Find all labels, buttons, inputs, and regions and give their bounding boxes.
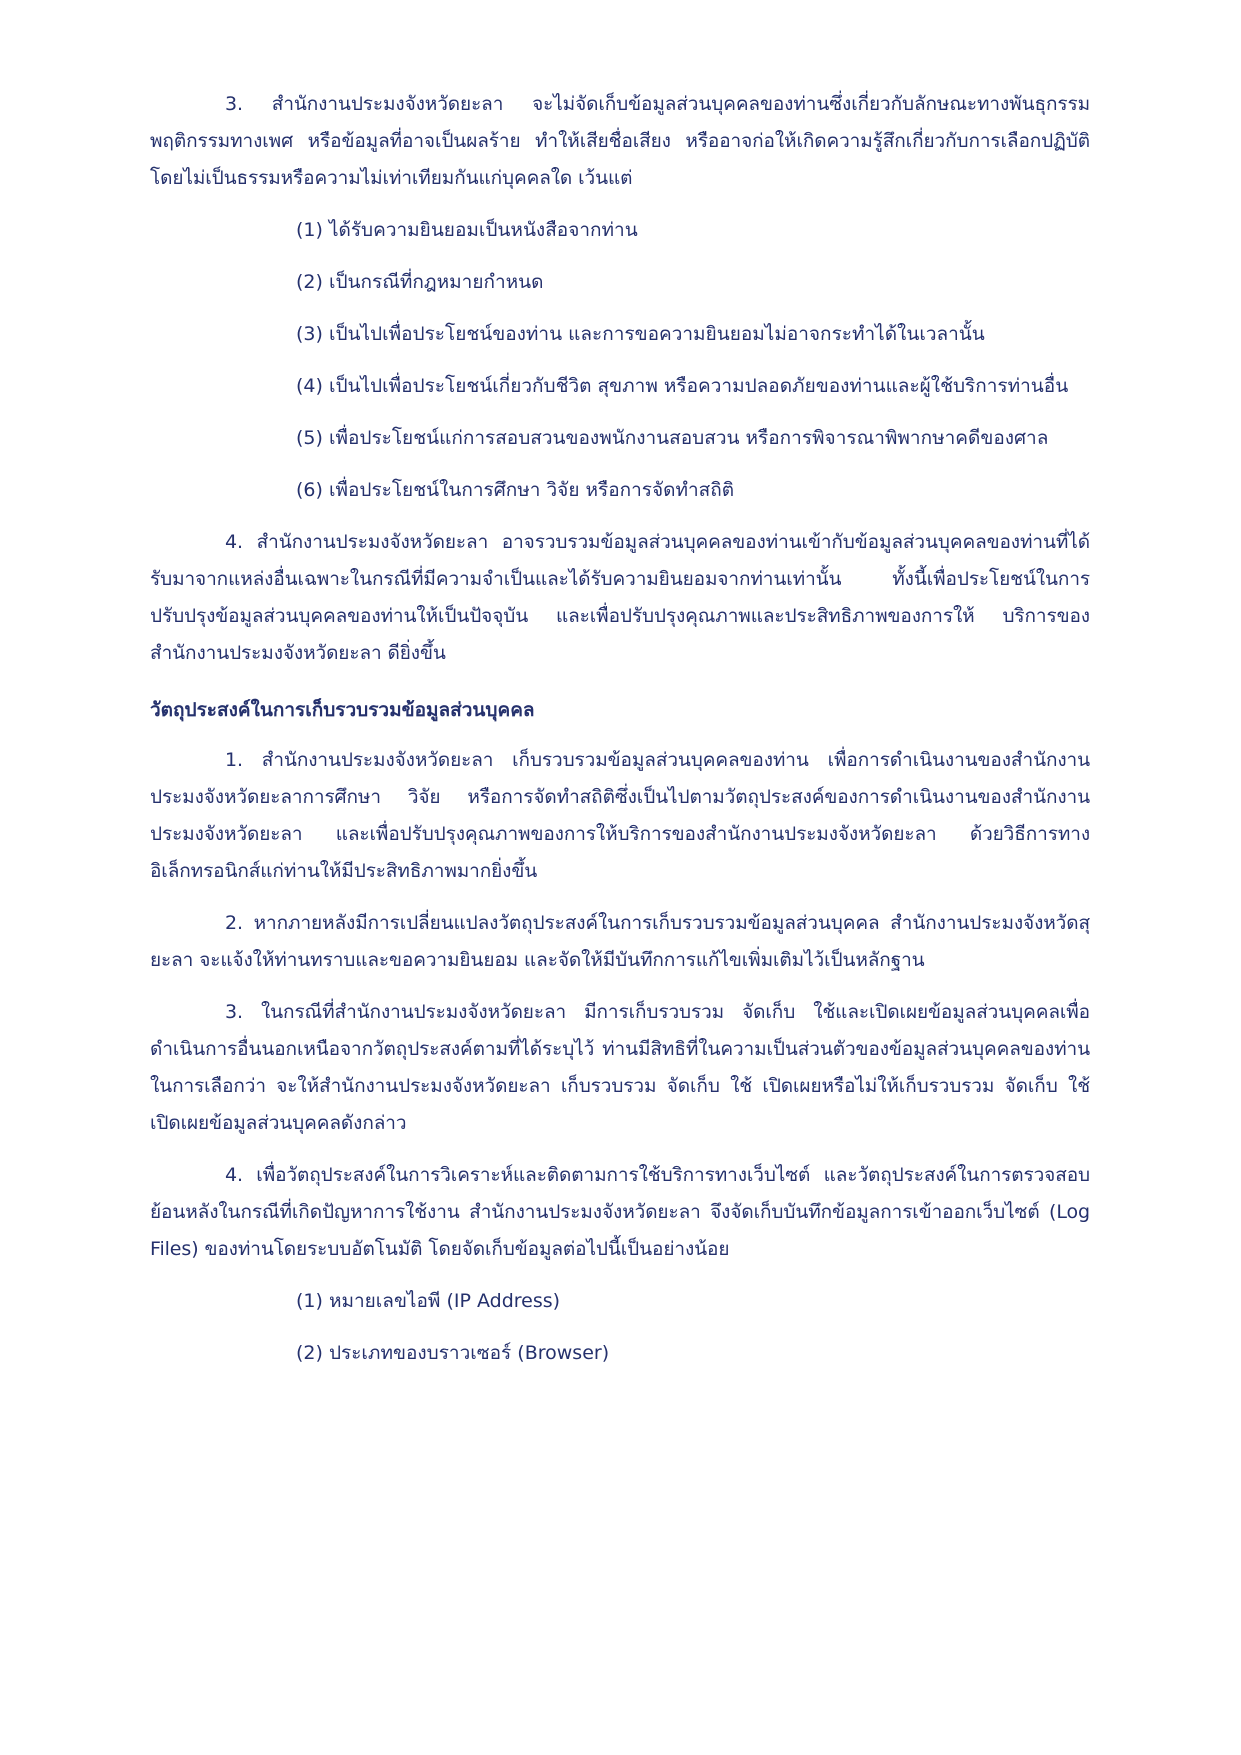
list-item: (1) ได้รับความยินยอมเป็นหนังสือจากท่าน xyxy=(296,219,638,241)
list-item: (3) เป็นไปเพื่อประโยชน์ของท่าน และการขอความยินยอมไม่อาจกระทำได้ในเวลานั้น xyxy=(296,323,985,345)
paragraph-purpose-1: 1. สำนักงานประมงจังหวัดยะลา เก็บรวบรวมข้อมูลส่วนบุคคลของท่าน เพื่อการดำเนินงานของสำนักงานประมงจังหวัดยะลาการศึกษา วิจัย หรือการจัดทำสถิติซึ่งเป็นไปตามวัตถุประสงค์ของการดำเนินงานของสำนักงานประมงจังหวัดยะลา และเพื่อปรับปรุงคุณภาพของการให้บริการของสำนักงานประมงจังหวัดยะลา ด้วยวิธีการทางอิเล็กทรอนิกส์แก่ท่านให้มีประสิทธิภาพมากยิ่งขึ้น xyxy=(150,749,1090,882)
paragraph-sensitive-data: 3. สำนักงานประมงจังหวัดยะลา จะไม่จัดเก็บข้อมูลส่วนบุคคลของท่านซึ่งเกี่ยวกับลักษณะทางพันธุกรรม พฤติกรรมทางเพศ หรือข้อมูลที่อาจเป็นผลร้าย ทำให้เสียชื่อเสียง หรืออาจก่อให้เกิดความรู้สึกเกี่ยวกับการเลือกปฏิบัติโดยไม่เป็นธรรมหรือความไม่เท่าเทียมกันแก่บุคคลใด เว้นแต่ xyxy=(150,93,1090,189)
list-item: (1) หมายเลขไอพี (IP Address) xyxy=(296,1290,561,1312)
paragraph-data-merge: 4. สำนักงานประมงจังหวัดยะลา อาจรวบรวมข้อมูลส่วนบุคคลของท่านเข้ากับข้อมูลส่วนบุคคลของท่านที่ได้รับมาจากแหล่งอื่นเฉพาะในกรณีที่มีความจำเป็นและได้รับความยินยอมจากท่านเท่านั้น ทั้งนี้เพื่อประโยชน์ในการปรับปรุงข้อมูลส่วนบุคคลของท่านให้เป็นปัจจุบัน และเพื่อปรับปรุงคุณภาพและประสิทธิภาพของการให้ บริการของสำนักงานประมงจังหวัดยะลา ดียิ่งขึ้น xyxy=(150,531,1090,664)
list-item: (5) เพื่อประโยชน์แก่การสอบสวนของพนักงานสอบสวน หรือการพิจารณาพิพากษาคดีของศาล xyxy=(296,427,1049,449)
paragraph-purpose-4: 4. เพื่อวัตถุประสงค์ในการวิเคราะห์และติดตามการใช้บริการทางเว็บไซต์ และวัตถุประสงค์ในการตรวจสอบย้อนหลังในกรณีที่เกิดปัญหาการใช้งาน สำนักงานประมงจังหวัดยะลา จึงจัดเก็บบันทึกข้อมูลการเข้าออกเว็บไซต์ (Log Files) ของท่านโดยระบบอัตโนมัติ โดยจัดเก็บข้อมูลต่อไปนี้เป็นอย่างน้อย xyxy=(150,1164,1090,1260)
section-heading-purpose: วัตถุประสงค์ในการเก็บรวบรวมข้อมูลส่วนบุคคล xyxy=(150,699,535,721)
list-item: (2) ประเภทของบราวเซอร์ (Browser) xyxy=(296,1342,610,1364)
list-item: (2) เป็นกรณีที่กฎหมายกำหนด xyxy=(296,271,544,293)
paragraph-purpose-2: 2. หากภายหลังมีการเปลี่ยนแปลงวัตถุประสงค์ในการเก็บรวบรวมข้อมูลส่วนบุคคล สำนักงานประมงจังหวัดสุยะลา จะแจ้งให้ท่านทราบและขอความยินยอม และจัดให้มีบันทึกการแก้ไขเพิ่มเติมไว้เป็นหลักฐาน xyxy=(150,912,1090,971)
list-item: (6) เพื่อประโยชน์ในการศึกษา วิจัย หรือการจัดทำสถิติ xyxy=(296,479,735,501)
paragraph-purpose-3: 3. ในกรณีที่สำนักงานประมงจังหวัดยะลา มีการเก็บรวบรวม จัดเก็บ ใช้และเปิดเผยข้อมูลส่วนบุคคลเพื่อดำเนินการอื่นนอกเหนือจากวัตถุประสงค์ตามที่ได้ระบุไว้ ท่านมีสิทธิที่ในความเป็นส่วนตัวของข้อมูลส่วนบุคคลของท่านในการเลือกว่า จะให้สำนักงานประมงจังหวัดยะลา เก็บรวบรวม จัดเก็บ ใช้ เปิดเผยหรือไม่ให้เก็บรวบรวม จัดเก็บ ใช้ เปิดเผยข้อมูลส่วนบุคคลดังกล่าว xyxy=(150,1001,1090,1134)
document-content xyxy=(150,86,1090,1387)
list-item: (4) เป็นไปเพื่อประโยชน์เกี่ยวกับชีวิต สุขภาพ หรือความปลอดภัยของท่านและผู้ใช้บริการท่านอื่น xyxy=(296,375,1069,397)
